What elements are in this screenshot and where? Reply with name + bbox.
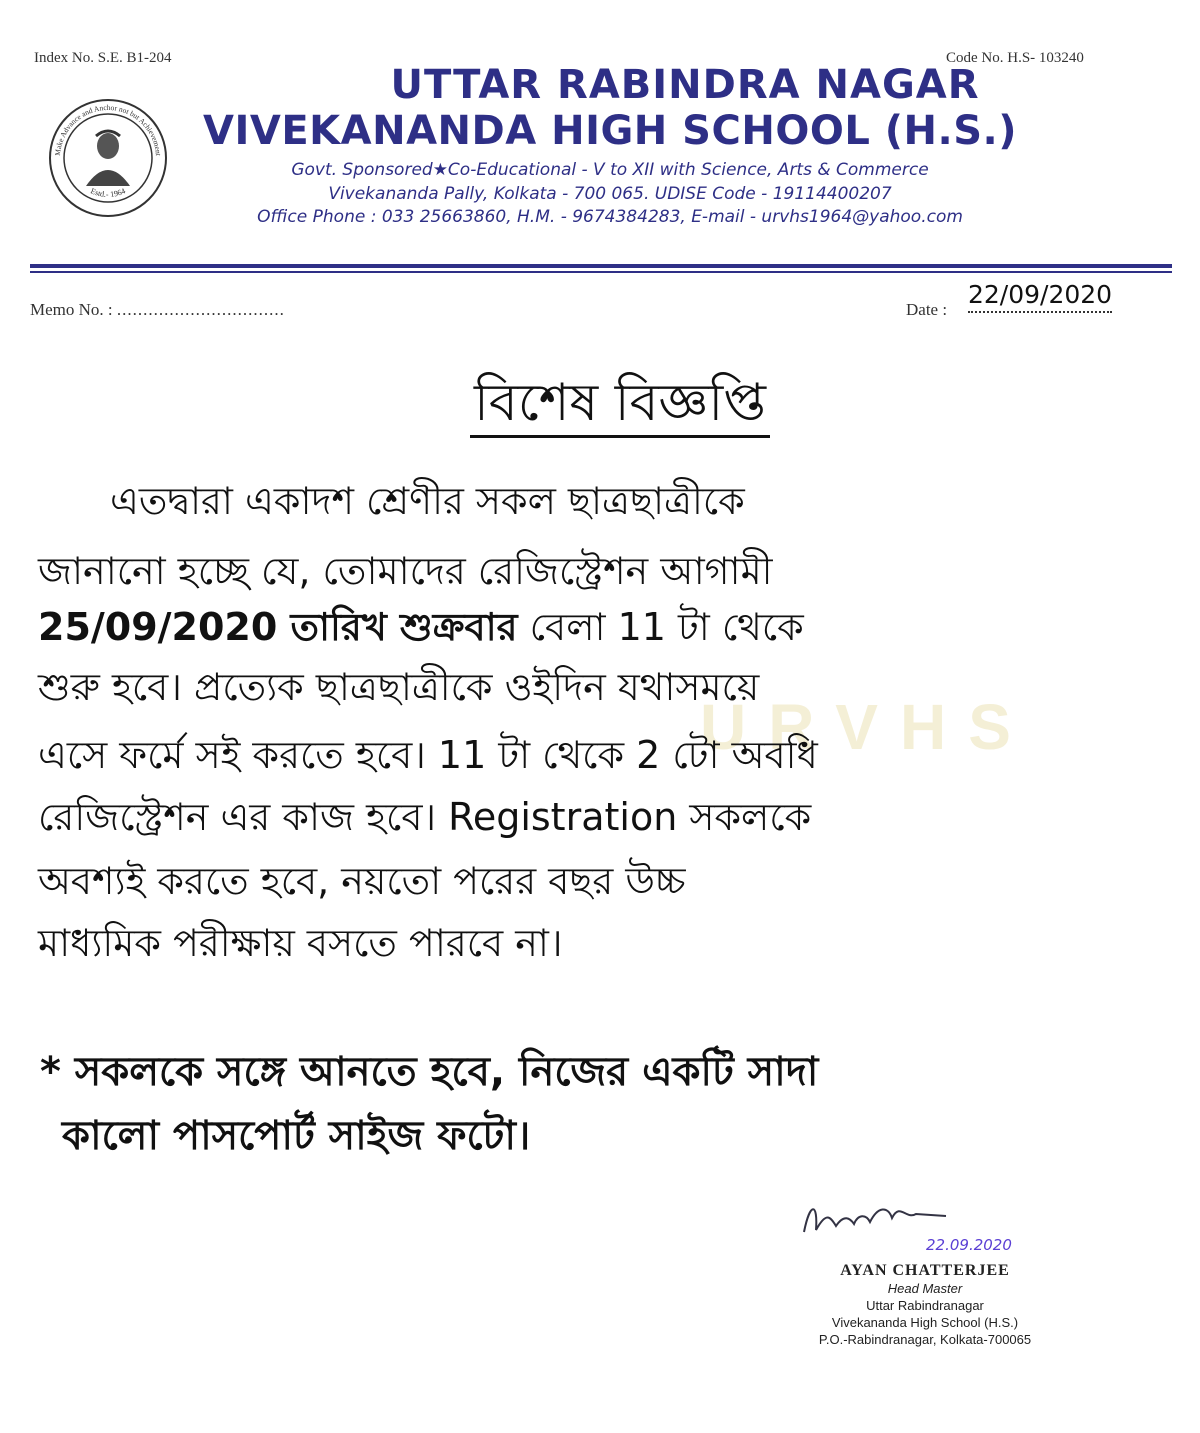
index-number: Index No. S.E. B1-204 — [34, 50, 172, 66]
watermark: URVHS — [700, 691, 1033, 763]
date-label: Date : — [906, 300, 948, 319]
memo-label: Memo No. : — [30, 300, 113, 319]
school-name-line1: UTTAR RABINDRA NAGAR — [390, 62, 980, 108]
date-value: 22/09/2020 — [968, 280, 1112, 313]
school-name-line2: VIVEKANANDA HIGH SCHOOL (H.S.) — [203, 108, 1017, 154]
signatory-org2: Vivekananda High School (H.S.) — [831, 1315, 1019, 1330]
notice-line: এসে ফর্মে সই করতে হবে। 11 টা থেকে 2 টো অবধি — [38, 733, 818, 777]
registration-date: 25/09/2020 তারিখ শুক্রবার — [38, 605, 518, 649]
signatory-name: AYAN CHATTERJEE — [840, 1262, 1010, 1279]
notice-line: মাধ্যমিক পরীক্ষায় বসতে পারবে না। — [38, 921, 563, 965]
notice-line: শুরু হবে। প্রত্যেক ছাত্রছাত্রীকে ওইদিন যথাসময়ে — [38, 665, 760, 709]
signatory-title: Head Master — [887, 1281, 963, 1296]
notice-line — [38, 598, 804, 662]
signature-icon — [796, 1192, 1076, 1262]
photo-note: কালো পাসপোর্ট সাইজ ফটো। — [62, 1113, 531, 1159]
svg-text:Estd.- 1964: Estd.- 1964 — [89, 186, 127, 199]
memo-number — [30, 300, 285, 320]
notice-heading — [0, 362, 1200, 449]
notice-line: রেজিস্ট্রেশন এর কাজ হবে। Registration সকলকে — [38, 795, 812, 839]
notice-line: এতদ্বারা একাদশ শ্রেণীর সকল ছাত্রছাত্রীকে — [110, 479, 745, 523]
header-divider-thin — [30, 271, 1172, 273]
signatory-address: P.O.-Rabindranagar, Kolkata-700065 — [818, 1332, 1032, 1347]
header-divider — [30, 264, 1172, 268]
school-contact: Office Phone : 033 25663860, H.M. - 9674384283, E-mail - urvhs1964@yahoo.com — [257, 207, 963, 227]
signature-block — [790, 1262, 1060, 1347]
school-address: Vivekananda Pally, Kolkata - 700 065. UDISE Code - 19114400207 — [328, 184, 892, 204]
svg-text:Make Advance and Anchor not bu: Make Advance and Anchor not but Achievement — [52, 102, 163, 157]
memo-dots: ................................ — [116, 300, 285, 319]
signatory-org1: Uttar Rabindranagar — [866, 1298, 984, 1313]
svg-text:22.09.2020: 22.09.2020 — [926, 1236, 1012, 1254]
notice-line-rest: বেলা 11 টা থেকে — [517, 605, 804, 649]
notice-line: জানানো হচ্ছে যে, তোমাদের রেজিস্ট্রেশন আগামী — [38, 549, 773, 593]
school-description: Govt. Sponsored★Co-Educational - V to XII with Science, Arts & Commerce — [291, 160, 929, 180]
photo-note: * সকলকে সঙ্গে আনতে হবে, নিজের একটি সাদা — [40, 1049, 819, 1095]
notice-heading-text: বিশেষ বিজ্ঞপ্তি — [470, 373, 770, 438]
notice-line: অবশ্যই করতে হবে, নয়তো পরের বছর উচ্চ — [38, 859, 686, 903]
code-number: Code No. H.S- 103240 — [946, 50, 1084, 66]
